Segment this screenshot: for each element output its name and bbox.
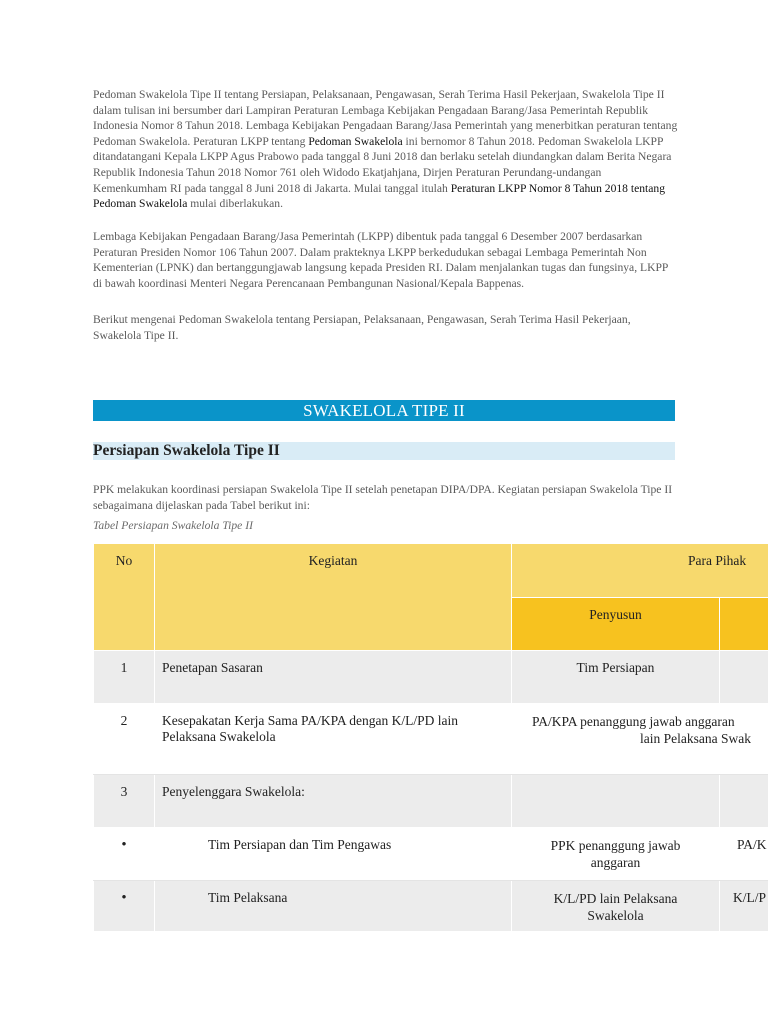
table-row: [94, 828, 768, 881]
row-penyusun-line-2: lain Pelaksana Swak: [640, 731, 751, 746]
bullet-icon: •: [94, 828, 155, 881]
pedoman-swakelola-link[interactable]: Pedoman Swakelola: [308, 134, 403, 148]
row-next: [720, 651, 768, 704]
intro-paragraph-2: Lembaga Kebijakan Pengadaan Barang/Jasa Pemerintah (LKPP) dibentuk pada tanggal 6 Desember 2007 berdasarkan Peraturan Presiden Nomor 106 Tahun 2007. Dalam prakteknya LKPP berkedudukan sebagai Lembaga Pemerintah Non Kementerian (LPNK) dan bertanggungjawab langsung kepada Presiden RI. Dalam menjalankan tugas dan fungsinya, LKPP di bawah koordinasi Menteri Negara Perencanaan Pembangunan Nasional/Kepala Bappenas.: [93, 230, 668, 290]
row-kegiatan: Penyelenggara Swakelola:: [155, 775, 512, 828]
intro-paragraph-3: Berikut mengenai Pedoman Swakelola tentang Persiapan, Pelaksanaan, Pengawasan, Serah Terima Hasil Pekerjaan, Swakelola Tipe II.: [93, 313, 631, 342]
row-kegiatan: Tim Persiapan dan Tim Pengawas: [155, 828, 512, 881]
row-kegiatan: Kesepakatan Kerja Sama PA/KPA dengan K/L/PD lain Pelaksana Swakelola: [155, 704, 512, 775]
row-penyusun-line-1: PA/KPA penanggung jawab anggaran: [532, 714, 735, 729]
intro-text: Pedoman Swakelola Tipe II tentang Persiapan, Pelaksanaan, Pengawasan, Serah Terima Hasil Pekerjaan, Swakelola Tipe II dalam tulisan ini bersumber dari Lampiran Peraturan Lembaga Kebijakan Pengadaan Barang/Jasa Pemerintah Republik Indonesia Nomor 8 Tahun 2018. Lembaga Kebijakan Pengadaan Barang/Jasa Pemerintah yang menerbitkan peraturan tentang Pedoman Swakelola. Peraturan LKPP tentang: [93, 88, 678, 148]
row-penyusun: K/L/PD lain Pelaksana Swakelola: [512, 881, 720, 932]
table-caption: Tabel Persiapan Swakelola Tipe II: [93, 519, 253, 532]
row-penyusun: [512, 775, 720, 828]
header-next-column: [720, 598, 768, 651]
table-row: [94, 704, 768, 775]
bullet-icon: •: [94, 881, 155, 932]
table-row: [94, 775, 768, 828]
persiapan-table: [93, 543, 768, 932]
section-paragraph: PPK melakukan koordinasi persiapan Swakelola Tipe II setelah penetapan DIPA/DPA. Kegiatan persiapan Swakelola Tipe II sebagaimana dijelaskan pada Tabel berikut ini:: [93, 483, 673, 512]
table-row: [94, 651, 768, 704]
section-banner: SWAKELOLA TIPE II: [93, 400, 675, 421]
row-kegiatan: Tim Pelaksana: [155, 881, 512, 932]
row-no: 3: [94, 775, 155, 828]
row-penyusun: [512, 704, 768, 775]
row-penyusun: Tim Persiapan: [512, 651, 720, 704]
header-no: No: [94, 544, 155, 651]
header-kegiatan: Kegiatan: [155, 544, 512, 651]
row-penyusun: PPK penanggung jawab anggaran: [512, 828, 720, 881]
table-row: [94, 881, 768, 932]
row-next: K/L/P: [720, 881, 768, 932]
row-no: 1: [94, 651, 155, 704]
row-next: [720, 775, 768, 828]
row-next: PA/K: [720, 828, 768, 881]
row-no: 2: [94, 704, 155, 775]
intro-paragraph-1: [93, 87, 678, 212]
header-para-pihak: Para Pihak: [512, 544, 768, 598]
header-penyusun: Penyusun: [512, 598, 720, 651]
intro-text: ini bernomor 8 Tahun 2018. Pedoman Swakelola LKPP ditandatangani Kepala LKPP Agus Prabowo pada tanggal 8 Juni 2018 dan berlaku setelah diundangkan dalam Berita Negara Republik Indonesia Tahun 2018 Nomor 761 oleh Widodo Ekatjahjana, Dirjen Peraturan Perundang-undangan Kemenkumham RI pada tanggal 8 Juni 2018 di Jakarta. Mulai tanggal itulah: [93, 134, 672, 195]
intro-text: mulai diberlakukan.: [187, 197, 283, 211]
peraturan-lkpp-link[interactable]: Peraturan LKPP Nomor 8 Tahun 2018 tentang Pedoman Swakelola: [93, 181, 666, 211]
row-kegiatan: Penetapan Sasaran: [155, 651, 512, 704]
section-subheading: Persiapan Swakelola Tipe II: [93, 442, 675, 460]
